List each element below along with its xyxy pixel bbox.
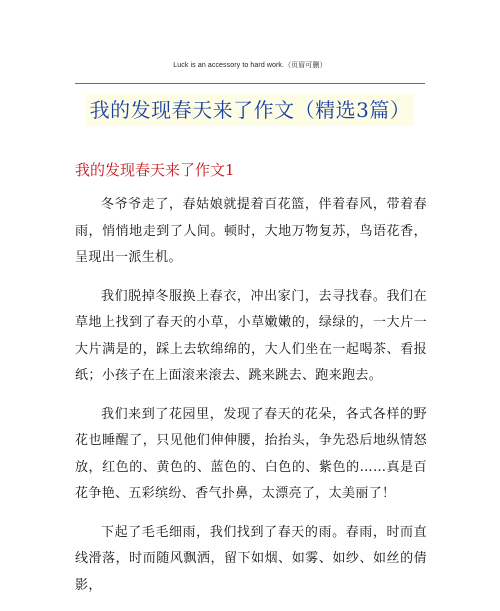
paragraph-1: 冬爷爷走了，春姑娘就提着百花篮，伴着春风，带着春雨，悄悄地走到了人间。顿时，大地万物复苏，鸟语花香，呈现出一派生机。 [75,197,427,265]
section-title: 我的发现春天来了作文1 [75,161,235,179]
document-title: 我的发现春天来了作文（精选3篇） [86,94,415,126]
document-body [75,192,427,611]
page-header: Luck is an accessory to hard work.（页眉可删） [173,62,327,69]
header-divider [75,83,425,84]
paragraph-4: 下起了毛毛细雨，我们找到了春天的雨。春雨，时而直线滑落，时而随风飘洒，留下如烟、如雾、如纱、如丝的倩影， [75,524,427,593]
document-title-container [0,94,500,126]
paragraph-3: 我们来到了花园里，发现了春天的花朵，各式各样的野花也睡醒了，只见他们伸伸腰，抬抬头，争先恐后地纵情怒放，红色的、黄色的、蓝色的、白色的、紫色的……真是百花争艳、五彩缤纷、香气扑鼻，太漂亮了，太美丽了！ [75,406,427,501]
paragraph-2: 我们脱掉冬服换上春衣，冲出家门，去寻找春。我们在草地上找到了春天的小草，小草嫩嫩的，绿绿的，一大片一大片满是的，踩上去软绵绵的，大人们坐在一起喝茶、看报纸；小孩子在上面滚来滚去、跳来跳去、跑来跑去。 [75,288,427,383]
